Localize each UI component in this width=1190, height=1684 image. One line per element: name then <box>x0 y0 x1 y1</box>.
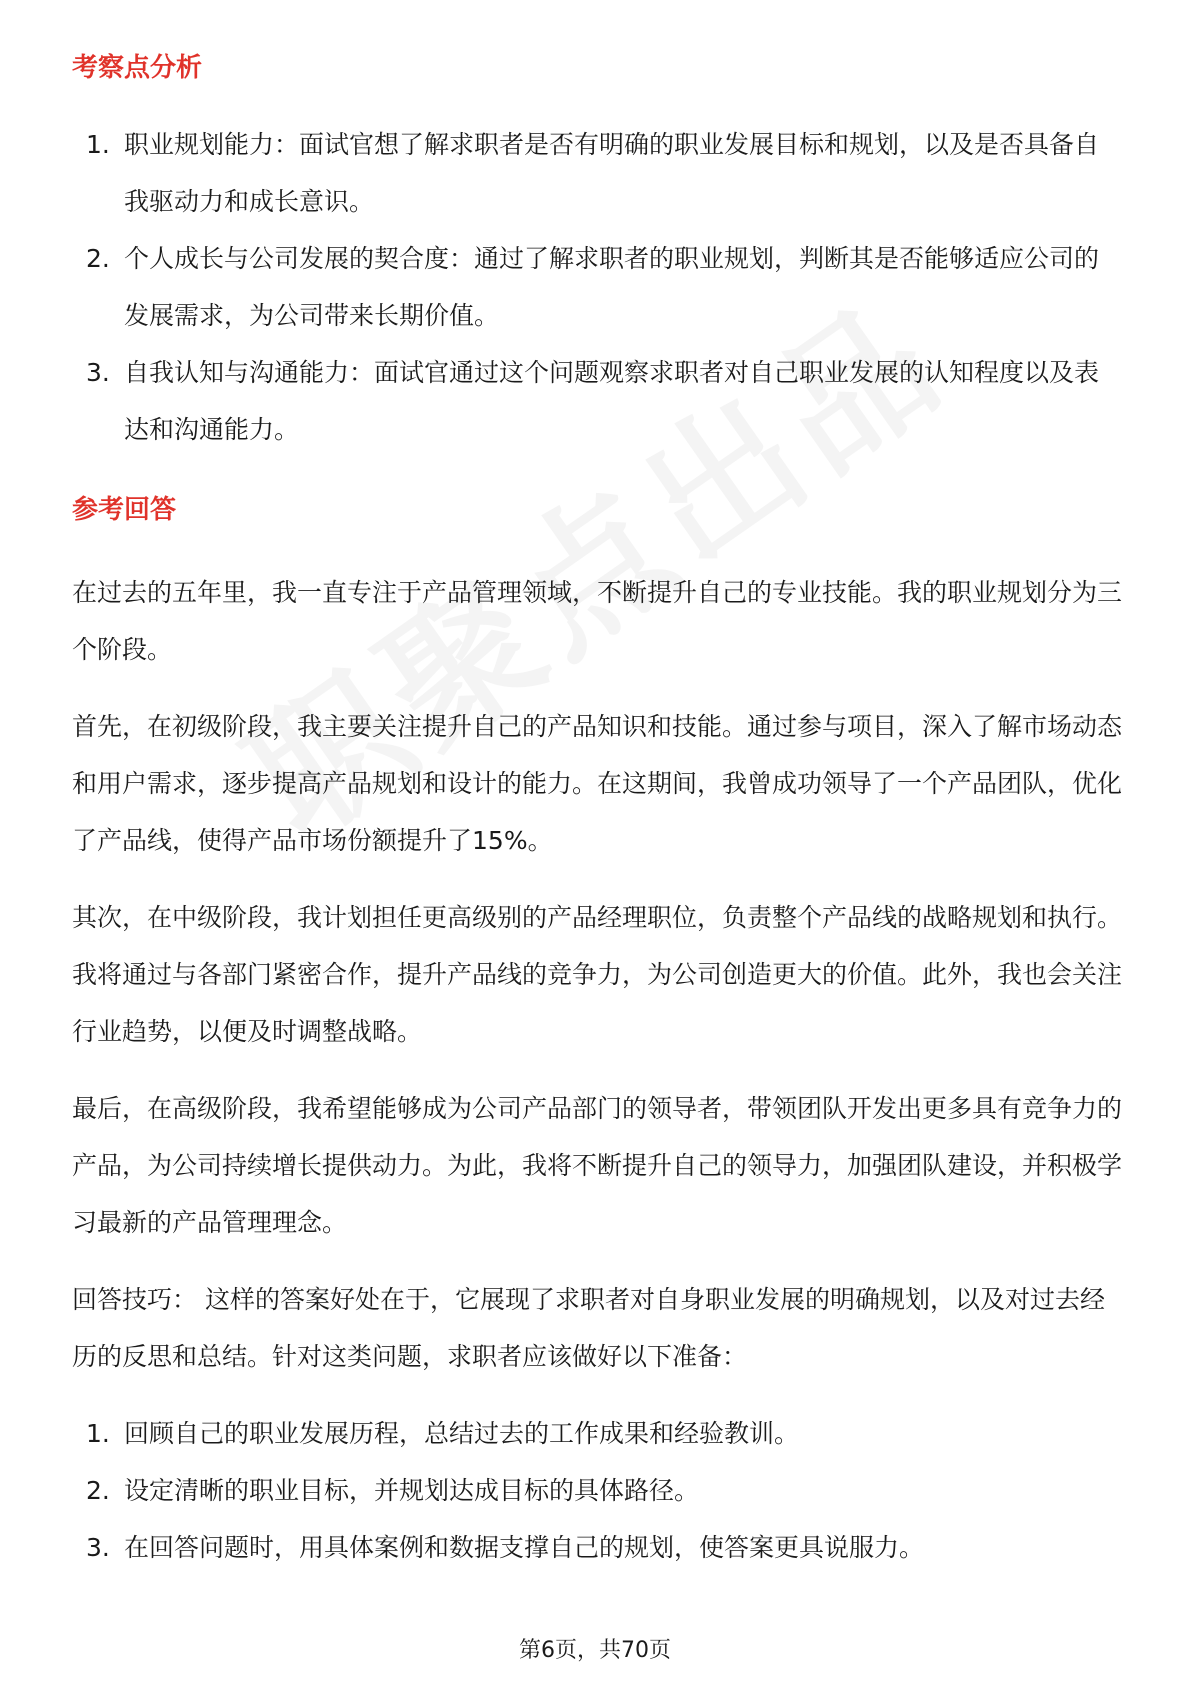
list-item-text: 在回答问题时，用具体案例和数据支撑自己的规划，使答案更具说服力。 <box>124 1533 925 1562</box>
list-item <box>72 1462 1122 1519</box>
answer-paragraph: 首先，在初级阶段，我主要关注提升自己的产品知识和技能。通过参与项目，深入了解市场动态和用户需求，逐步提高产品规划和设计的能力。在这期间，我曾成功领导了一个产品团队，优化了产品线，使得产品市场份额提升了15%。 <box>72 712 1123 855</box>
list-item-text: 设定清晰的职业目标，并规划达成目标的具体路径。 <box>124 1476 700 1505</box>
section-title-analysis: 考察点分析 <box>72 53 203 83</box>
list-item-number: 3. <box>86 1533 110 1562</box>
page-indicator: 第6页，共70页 <box>519 1638 671 1663</box>
answer-paragraph: 最后，在高级阶段，我希望能够成为公司产品部门的领导者，带领团队开发出更多具有竞争力的产品，为公司持续增长提供动力。为此，我将不断提升自己的领导力，加强团队建设，并积极学习最新的产品管理理念。 <box>72 1094 1123 1237</box>
list-item-text: 个人成长与公司发展的契合度：通过了解求职者的职业规划，判断其是否能够适应公司的发展需求，为公司带来长期价值。 <box>124 244 1100 330</box>
analysis-list <box>72 116 1122 458</box>
list-item-text: 回顾自己的职业发展历程，总结过去的工作成果和经验教训。 <box>124 1419 800 1448</box>
answer-paragraph: 其次，在中级阶段，我计划担任更高级别的产品经理职位，负责整个产品线的战略规划和执行。我将通过与各部门紧密合作，提升产品线的竞争力，为公司创造更大的价值。此外，我也会关注行业趋势，以便及时调整战略。 <box>72 903 1123 1046</box>
answer-paragraph: 在过去的五年里，我一直专注于产品管理领域，不断提升自己的专业技能。我的职业规划分为三个阶段。 <box>72 578 1123 664</box>
list-item <box>72 230 1122 344</box>
list-item <box>72 1519 1122 1576</box>
tips-list <box>72 1405 1122 1576</box>
document-body <box>72 48 1122 1576</box>
list-item-number: 1. <box>86 130 110 159</box>
list-item-text: 自我认知与沟通能力：面试官通过这个问题观察求职者对自己职业发展的认知程度以及表达和沟通能力。 <box>124 358 1100 444</box>
list-item-number: 3. <box>86 358 110 387</box>
answer-tips-paragraph: 回答技巧： 这样的答案好处在于，它展现了求职者对自身职业发展的明确规划，以及对过去经历的反思和总结。针对这类问题，求职者应该做好以下准备： <box>72 1285 1105 1371</box>
list-item-text: 职业规划能力：面试官想了解求职者是否有明确的职业发展目标和规划，以及是否具备自我驱动力和成长意识。 <box>124 130 1100 216</box>
list-item <box>72 344 1122 458</box>
list-item-number: 2. <box>86 244 110 273</box>
list-item-number: 2. <box>86 1476 110 1505</box>
list-item <box>72 1405 1122 1462</box>
list-item <box>72 116 1122 230</box>
list-item-number: 1. <box>86 1419 110 1448</box>
section-title-answer: 参考回答 <box>72 495 177 525</box>
